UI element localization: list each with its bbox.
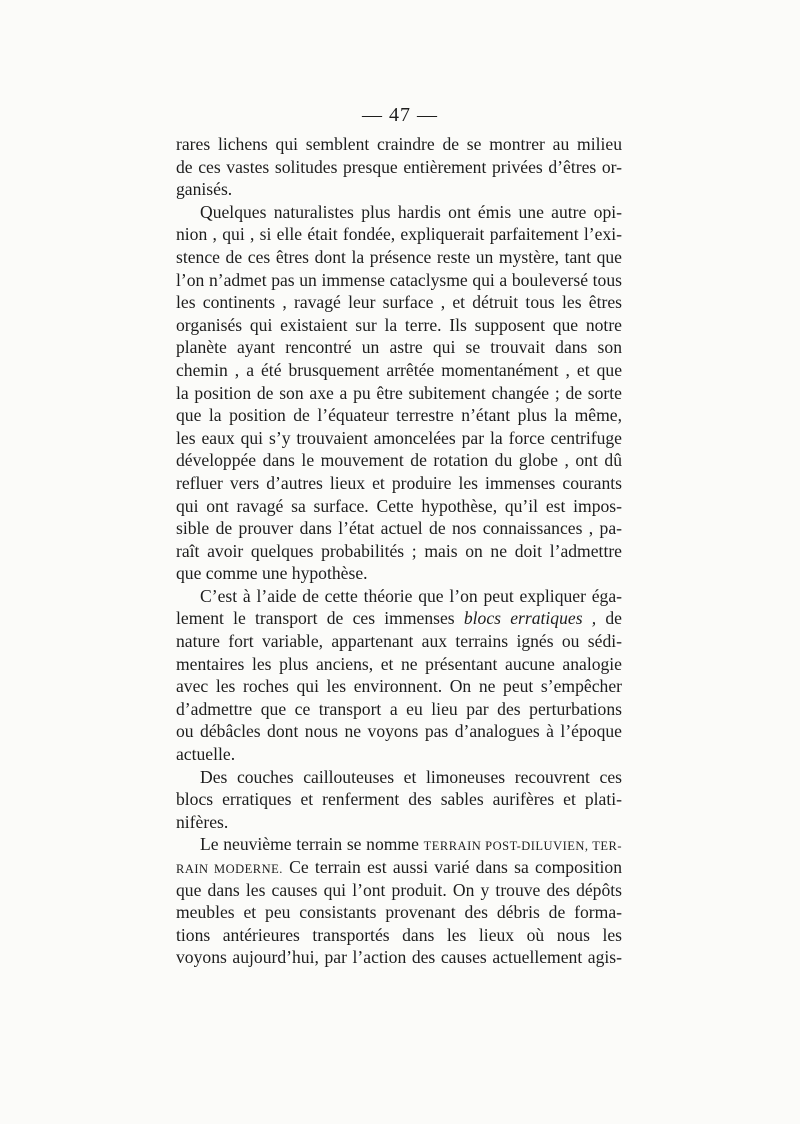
text-line <box>176 607 622 630</box>
text-line: la position de son axe a pu être subitement changée ; de sorte <box>176 382 622 403</box>
text-line: tions antérieures transportés dans les lieux où nous les <box>176 924 622 945</box>
italic-term: blocs erratiques , <box>463 608 597 629</box>
text-run: de <box>596 608 622 629</box>
text-line: stence de ces êtres dont la présence reste un mystère, tant que <box>176 246 622 267</box>
text-line: blocs erratiques et renferment des sables aurifères et plati- <box>176 789 622 810</box>
text-line: nion , qui , si elle était fondée, expliquerait parfaitement l’exi- <box>176 224 622 245</box>
text-run: C’est à l’aide de cette théorie que l’on peut expliquer éga- <box>200 585 622 606</box>
text-line: de ces vastes solitudes presque entièrement privées d’êtres or- <box>176 156 622 177</box>
text-line <box>176 833 622 856</box>
text-line: organisés qui existaient sur la terre. Ils supposent que notre <box>176 314 622 335</box>
text-line: refluer vers d’autres lieux et produire les immenses courants <box>176 472 622 493</box>
text-line: ou débâcles dont nous ne voyons pas d’analogues à l’époque <box>176 721 622 742</box>
text-line: mentaires les plus anciens, et ne présentant aucune analogie <box>176 653 622 674</box>
text-line: les continents , ravagé leur surface , et détruit tous les êtres <box>176 292 622 313</box>
text-line: nature fort variable, appartenant aux terrains ignés ou sédi- <box>176 631 622 652</box>
text-line: que dans les causes qui l’ont produit. On y trouve des dépôts <box>176 879 622 900</box>
text-line <box>176 585 622 608</box>
text-line: sible de prouver dans l’état actuel de nos connaissances , pa- <box>176 518 622 539</box>
text-line: chemin , a été brusquement arrêtée momentanément , et que <box>176 359 622 380</box>
text-line: planète ayant rencontré un astre qui se trouvait dans son <box>176 337 622 358</box>
text-line: voyons aujourd’hui, par l’action des causes actuellement agis- <box>176 947 622 968</box>
text-run: lement le transport de ces immenses <box>176 608 464 629</box>
text-line: Quelques naturalistes plus hardis ont émis une autre opi- <box>200 201 622 222</box>
text-line: développée dans le mouvement de rotation du globe , ont dû <box>176 450 622 471</box>
small-caps-term: TERRAIN POST-DILUVIEN, TER- <box>423 839 622 854</box>
text-line: que comme une hypothèse. <box>176 563 368 584</box>
text-line: raît avoir quelques probabilités ; mais on ne doit l’admettre <box>176 540 622 561</box>
text-line: l’on n’admet pas un immense cataclysme qui a bouleversé tous <box>176 269 622 290</box>
text-run: Ce terrain est aussi varié dans sa composition <box>282 857 622 877</box>
text-line: les eaux qui s’y trouvaient amoncelées par la force centrifuge <box>176 427 622 448</box>
text-line: actuelle. <box>176 744 236 765</box>
page-number: — 47 — <box>362 104 438 126</box>
text-line <box>176 856 622 879</box>
text-line: Des couches caillouteuses et limoneuses recouvrent ces <box>200 766 622 787</box>
text-line: d’admettre que ce transport a eu lieu par des perturbations <box>176 698 622 719</box>
small-caps-term: RAIN MODERNE. <box>176 862 283 876</box>
text-line: ganisés. <box>176 179 233 200</box>
text-line: avec les roches qui les environnent. On ne peut s’empêcher <box>176 676 622 697</box>
body-text <box>176 133 622 969</box>
text-line: rares lichens qui semblent craindre de se montrer au milieu <box>176 134 622 154</box>
text-line: que la position de l’équateur terrestre n’étant plus la même, <box>176 405 622 426</box>
text-line: nifères. <box>176 811 229 832</box>
text-run: Le neuvième terrain se nomme <box>200 834 424 855</box>
text-line: meubles et peu consistants provenant des débris de forma- <box>176 902 622 923</box>
text-line: qui ont ravagé sa surface. Cette hypothèse, qu’il est impos- <box>176 495 622 516</box>
